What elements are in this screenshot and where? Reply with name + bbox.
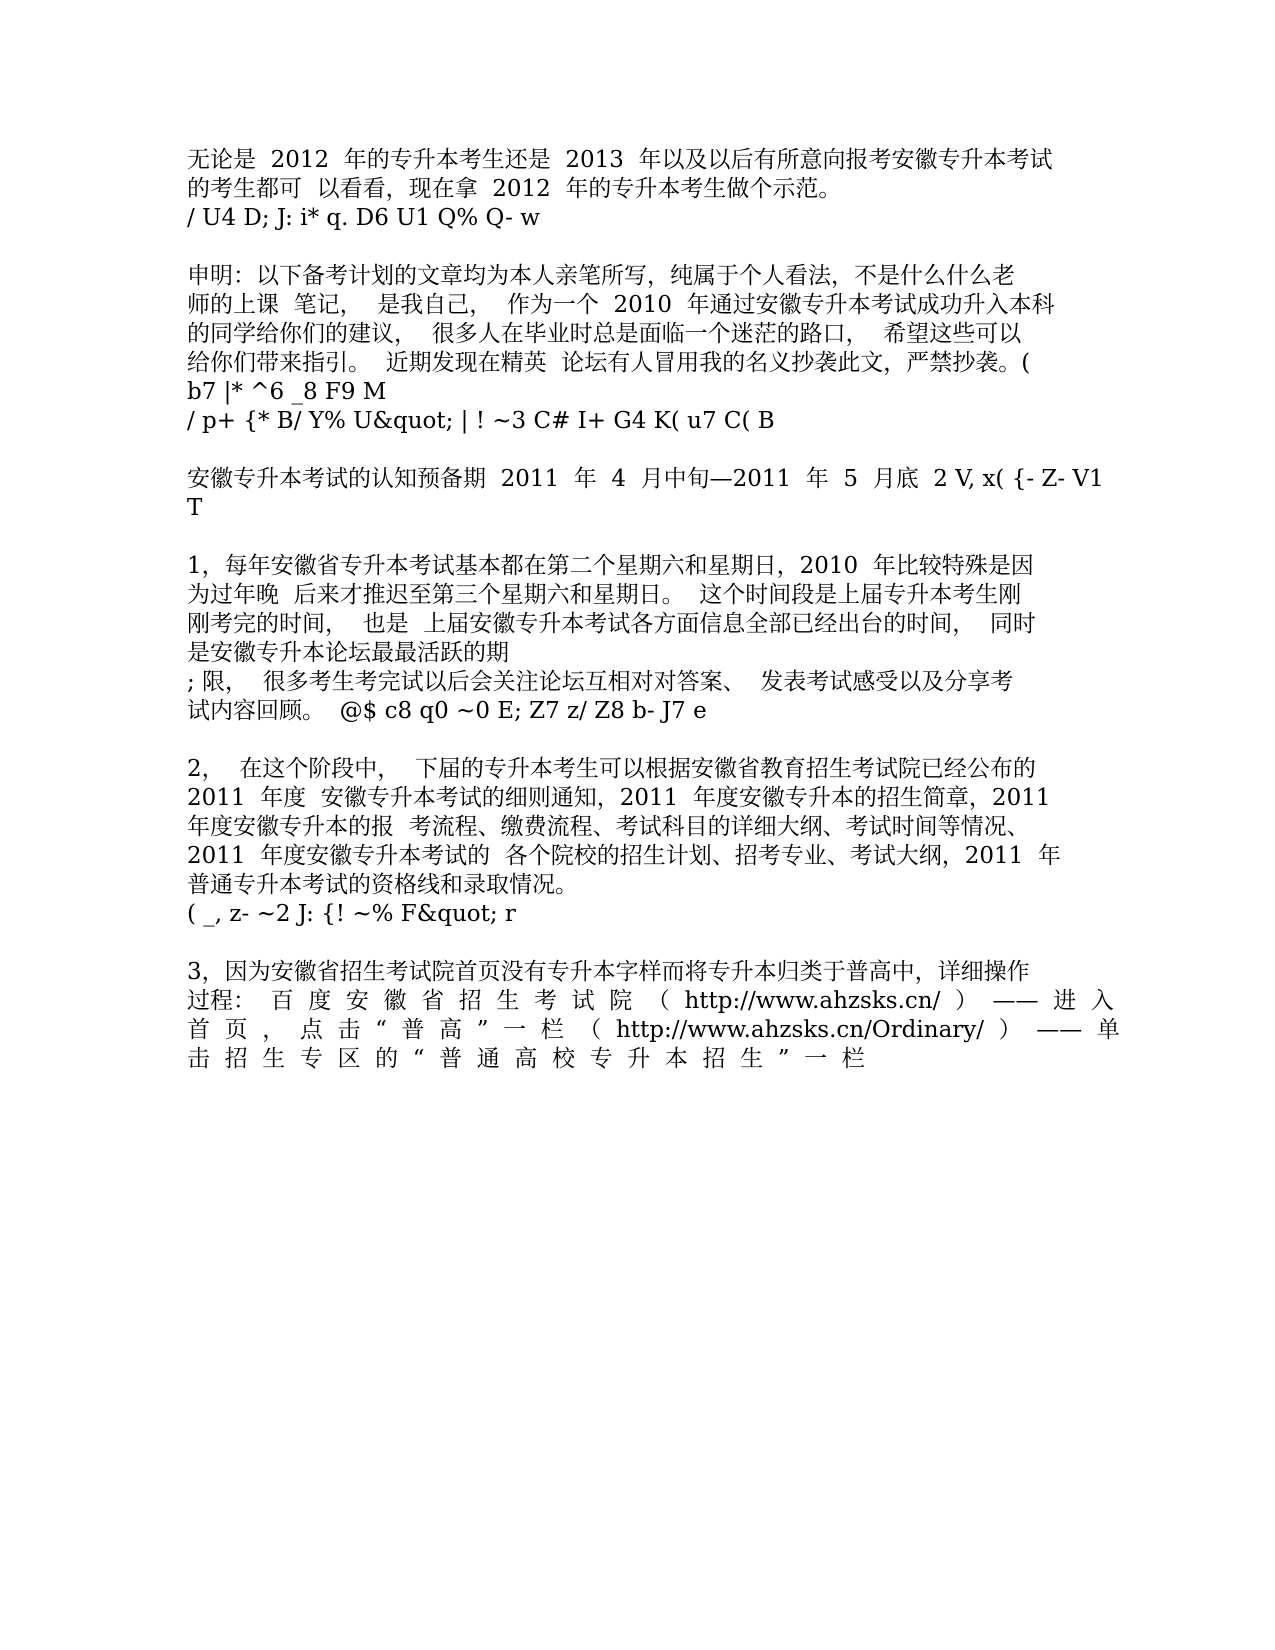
text-line: / p+ {* B/ Y% U&quot; | ! ~3 C# I+ G4 K( u7 C( B (187, 408, 775, 434)
text-line: 1，每年安徽省专升本考试基本都在第二个星期六和星期日，2010 年比较特殊是因 (187, 553, 1034, 579)
text-line: b7 |* ^6 _8 F9 M (187, 379, 387, 405)
text-line: 首 页 ， 点 击 “ 普 高 ” 一 栏 （ http://www.ahzsks.cn/Ordinary/ ） —— 单 (187, 1017, 1120, 1043)
text-line: ; 限， 很多考生考完试以后会关注论坛互相对对答案、 发表考试感受以及分享考 (187, 669, 1014, 695)
paragraph (187, 146, 1089, 233)
text-line: 申明：以下备考计划的文章均为本人亲笔所写，纯属于个人看法，不是什么什么老 (187, 263, 1015, 289)
text-line: 过程： 百 度 安 徽 省 招 生 考 试 院 （ http://www.ahzsks.cn/ ） —— 进 入 (187, 988, 1114, 1014)
text-line: ( _, z- ~2 J: {! ~% F&quot; r (187, 901, 516, 927)
text-line: 年度安徽专升本的报 考流程、缴费流程、考试科目的详细大纲、考试时间等情况、 (187, 814, 1030, 840)
text-line: 的考生都可 以看看，现在拿 2012 年的专升本考生做个示范。 (187, 176, 842, 202)
document-body (187, 146, 1120, 1103)
text-line: 的同学给你们的建议， 很多人在毕业时总是面临一个迷茫的路口， 希望这些可以 (187, 321, 1022, 347)
text-line: 普通专升本考试的资格线和录取情况。 (187, 872, 578, 898)
text-line: 无论是 2012 年的专升本考生还是 2013 年以及以后有所意向报考安徽专升本考试 (187, 147, 1053, 173)
text-line: / U4 D; J: i* q. D6 U1 Q% Q- w (187, 205, 540, 231)
text-line: 3，因为安徽省招生考试院首页没有专升本字样而将专升本归类于普高中，详细操作 (187, 959, 1030, 985)
paragraph (187, 552, 1089, 726)
text-line: 2， 在这个阶段中， 下届的专升本考生可以根据安徽省教育招生考试院已经公布的 (187, 756, 1036, 782)
text-line: 为过年晚 后来才推迟至第三个星期六和星期日。 这个时间段是上届专升本考生刚 (187, 582, 1022, 608)
paragraph (187, 465, 1104, 523)
text-line: 击 招 生 专 区 的 “ 普 通 高 校 专 升 本 招 生 ” 一 栏 (187, 1046, 865, 1072)
text-line: 是安徽专升本论坛最最活跃的期 (187, 640, 509, 666)
paragraph (187, 262, 1089, 436)
text-line: 安徽专升本考试的认知预备期 2011 年 4 月中旬—2011 年 5 月底 2 V, x( {- Z- V1 (187, 466, 1104, 492)
text-line: 2011 年度安徽专升本考试的 各个院校的招生计划、招考专业、考试大纲，2011 年 (187, 843, 1061, 869)
text-line: 2011 年度 安徽专升本考试的细则通知，2011 年度安徽专升本的招生简章，2011 (187, 785, 1051, 811)
text-line: 试内容回顾。 @$ c8 q0 ~0 E; Z7 z/ Z8 b- J7 e (187, 698, 707, 724)
text-line: T (187, 495, 203, 521)
text-line: 给你们带来指引。 近期发现在精英 论坛有人冒用我的名义抄袭此文，严禁抄袭。( (187, 350, 1031, 376)
paragraph (187, 755, 1089, 929)
paragraph (187, 958, 1120, 1074)
text-line: 刚考完的时间， 也是 上届安徽专升本考试各方面信息全部已经出台的时间， 同时 (187, 611, 1036, 637)
text-line: 师的上课 笔记， 是我自己， 作为一个 2010 年通过安徽专升本考试成功升入本科 (187, 292, 1055, 318)
